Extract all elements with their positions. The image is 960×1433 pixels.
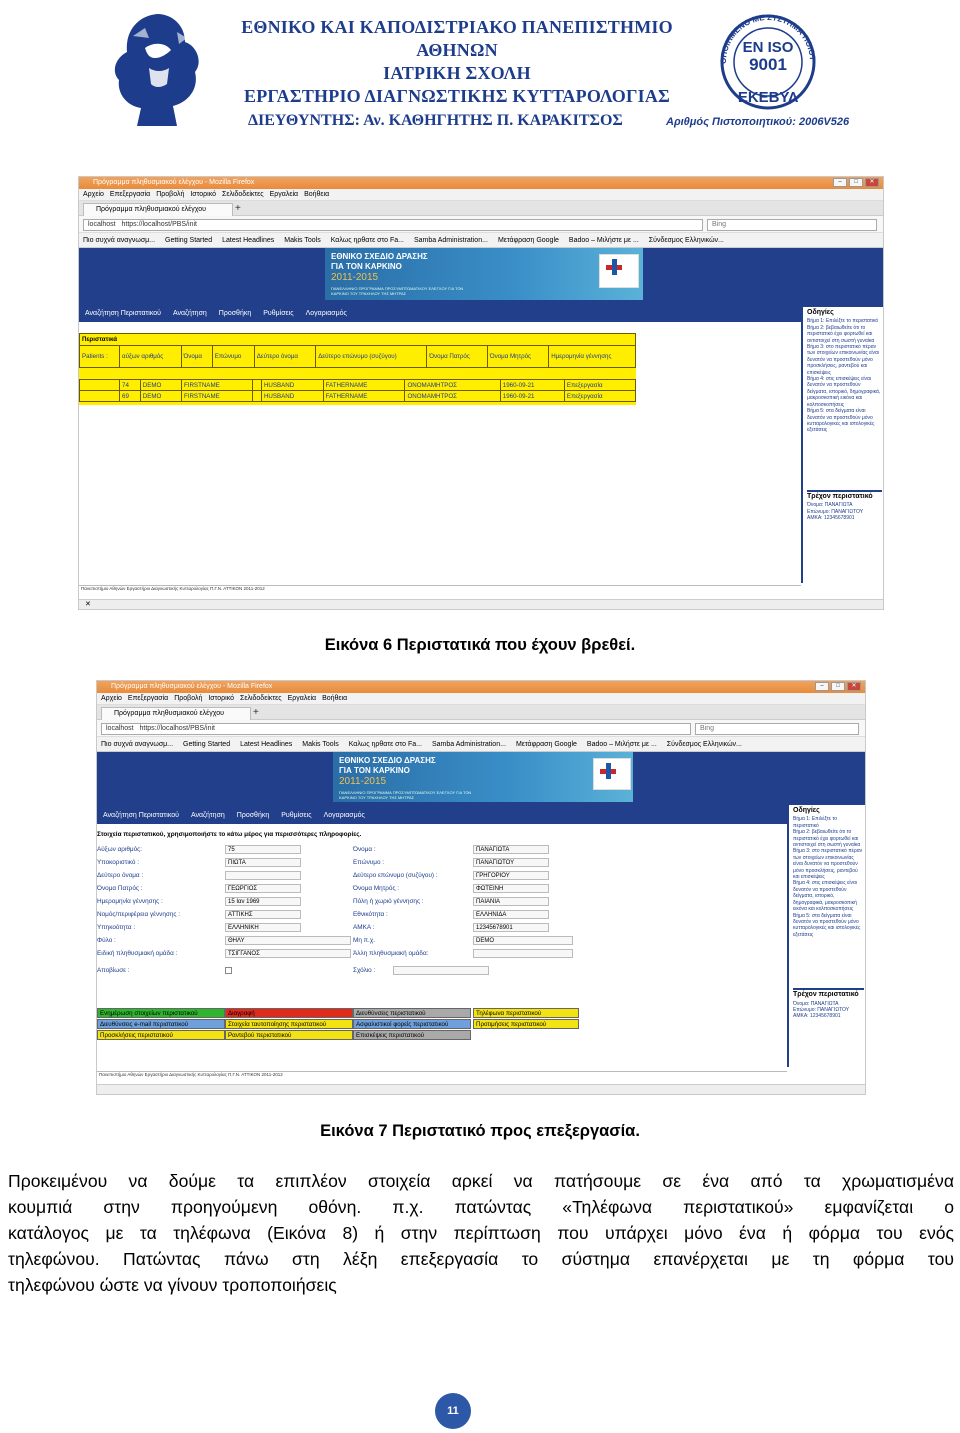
paragraph-line: κουμπιά στην προηγούμενη οθόνη. π.χ. πατώντας «Τηλέφωνα περιστατικού» εμφανίζεται ο [8,1197,954,1217]
menu-file[interactable]: Αρχείο [83,191,104,198]
field-label: Νομός/περιφέρεια γέννησης : [97,911,181,918]
field-label: Εθνικότητα : [353,911,388,918]
table-row[interactable] [80,380,636,391]
bookmark-item[interactable]: Makis Tools [284,237,321,244]
university-name [222,16,692,108]
identity-button[interactable]: Στοιχεία ταυτοποίησης περιστατικού [225,1019,353,1029]
table-row[interactable] [80,391,636,402]
bookmark-item[interactable]: Badoo – Μιλήστε με ... [568,237,639,244]
url-host: localhost [106,725,134,732]
current-patient-title: Τρέχον περιστατικό [793,991,859,999]
bookmark-item[interactable]: Getting Started [183,741,231,748]
table-cell: DEMO [140,380,181,391]
mother-name-field[interactable]: ΦΩΤΕΙΝΗ [473,884,549,893]
page-number: 11 [435,1393,471,1429]
sidebar-step: Βήμα 5: στα δείγματα είναι δυνατόν να προστεθούν μόνο κυτταρολογικές και ιστολογικές εξετάσεις [807,408,875,434]
col-header: Δεύτερο όνομα [254,346,316,368]
sidebar-step: Βήμα 3: στο περιστατικό πέραν των στοιχείων επικοινωνίας είναι δυνατόν να προστεθούν μόνο προσκλήσεις, ραντεβού και επισκέψεις [793,848,863,881]
iso-seal [708,4,828,114]
nav-search[interactable]: Αναζήτηση [190,812,225,819]
phones-button[interactable]: Τηλέφωνα περιστατικού [473,1008,579,1018]
gender-select[interactable]: ΘΗΛΥ [225,936,351,945]
sidebar-step: Βήμα 1: Επιλέξτε το περιστατικό [807,318,879,325]
screenshot-patient-edit [96,680,866,1095]
father-name-field[interactable]: ΓΕΩΡΓΙΟΣ [225,884,301,893]
table-cell: FIRSTNAME [181,391,252,402]
instructions-sidebar [787,805,866,1067]
sidebar-step: Βήμα 4: στις επισκέψεις είναι δυνατόν να προστεθούν δείγματα, ιστορικό, δημογραφικά, μακροσκοπική εικόνα και κολποσκοπήσεις [793,880,857,913]
current-patient-field: Όνομα: ΠΑΝΑΓΙΩΤΑ [793,1000,839,1007]
field-label: Όνομα Μητρός : [353,885,400,892]
spouse-surname-field[interactable]: ΓΡΗΓΟΡΙΟΥ [473,871,549,880]
sidebar-step: Βήμα 1: Επιλέξτε το περιστατικό [793,816,837,829]
action-buttons [97,1008,583,1048]
edit-link[interactable]: Επεξεργασία [564,380,635,391]
banner-subtitle: ΠΑΝΕΛΛΗΝΙΟ ΠΡΟΓΡΑΜΜΑ ΠΡΟΣΥΜΠΤΩΜΑΤΙΚΟΥ ΕΛΕΓΧΟΥ ΓΙΑ ΤΟΝ ΚΑΡΚΙΝΟ ΤΟΥ ΤΡΑΧΗΛΟΥ ΤΗΣ ΜΗΤΡΑΣ [331,286,464,296]
nav-search[interactable]: Αναζήτηση [172,310,207,317]
field-label: ΑΜΚΑ : [353,924,375,931]
minimize-icon[interactable]: – [815,682,829,691]
field-label: Όνομα : [353,846,376,853]
banner-subtitle: ΠΑΝΕΛΛΗΝΙΟ ΠΡΟΓΡΑΜΜΑ ΠΡΟΣΥΜΠΤΩΜΑΤΙΚΟΥ ΕΛΕΓΧΟΥ ΓΙΑ ΤΟΝ ΚΑΡΚΙΝΟ ΤΟΥ ΤΡΑΧΗΛΟΥ ΤΗΣ ΜΗΤΡΑΣ [339,790,472,800]
table-cell: 1960-09-21 [500,380,564,391]
current-patient-field: ΑΜΚΑ: 12345678901 [793,1013,841,1020]
url-input[interactable] [101,723,691,735]
banner-line2: ΓΙΑ ΤΟΝ ΚΑΡΚΙΝΟ [339,766,410,775]
field-label: Δεύτερο όνομα : [97,872,144,879]
col-header: Όνομα [181,346,212,368]
birth-city-field[interactable]: ΠΑΙΑΝΙΑ [473,897,549,906]
browser-titlebar [97,681,865,693]
banner-line1: ΕΘΝΙΚΟ ΣΧΕΔΙΟ ΔΡΑΣΗΣ [339,756,436,765]
table-cell: ONOMAMHTPOΣ [405,391,500,402]
nav-search-patient[interactable]: Αναζήτηση Περιστατικού [103,812,179,819]
table-cell: FIRSTNAME [181,380,252,391]
insurance-button[interactable]: Ασφαλιστικοί φορείς περιστατικού [353,1019,471,1029]
bookmark-item[interactable]: Latest Headlines [222,237,275,244]
birth-date-field[interactable]: 15 Ιαν 1969 [225,897,301,906]
close-icon[interactable]: ✕ [865,178,879,187]
delete-button[interactable]: Διαγραφή [225,1008,353,1018]
menu-history[interactable]: Ιστορικό [190,191,217,198]
paragraph-line: κατάλογος με τα τηλέφωνα (Εικόνα 8) ή στην περίπτωση που υπάρχει μόνο ένα ή φόρμα του ενός [8,1223,954,1243]
menu-view[interactable]: Προβολή [174,695,203,702]
bookmark-item[interactable]: Badoo – Μιλήστε με ... [586,741,657,748]
iso-org: ΕΚΕΒΥΛ [737,89,799,106]
url-text: https://localhost/PBS/init [139,725,215,732]
university-logo [97,8,217,130]
body-paragraph [8,1168,954,1298]
app-footer: Πανεπιστήμιο Αθηνών Εργαστήριο Διαγνωστικής Κυτταρολογίας Π.Γ.Ν. ΑΤΤΙΚΟΝ 2011-2012 [97,1071,787,1081]
field-label: Δεύτερο επώνυμο (συζύγου) : [353,872,438,879]
invitations-button[interactable]: Προσκλήσεις περιστατικού [97,1030,225,1040]
first-name-field[interactable]: ΠΑΝΑΓΙΩΤΑ [473,845,549,854]
population-group-select[interactable]: ΤΣΙΓΓΑΝΟΣ [225,949,351,958]
table-cell: 74 [120,380,141,391]
bookmark-item[interactable]: Makis Tools [302,741,339,748]
browser-tabbar [97,705,865,720]
url-text: https://localhost/PBS/init [121,221,197,228]
cross-icon [606,259,622,275]
comment-label: Σχόλιο : [353,967,376,974]
banner-years: 2011-2015 [331,272,379,283]
letterhead-line: ΕΘΝΙΚΟ ΚΑΙ ΚΑΠΟΔΙΣΤΡΙΑΚΟ ΠΑΝΕΠΙΣΤΗΜΙΟ [241,17,673,37]
sidebar-step: Βήμα 3: στο περιστατικό πέραν των στοιχείων επικοινωνίας είναι δυνατόν να προστεθούν μόνο προσκλήσεις, ραντεβού και επισκέψεις [807,344,880,376]
serial-number-field[interactable]: 75 [225,845,301,854]
certificate-number: Αριθμός Πιστοποιητικού: 2006V526 [666,116,850,128]
figure-caption: Εικόνα 7 Περιστατικό προς επεξεργασία. [320,1122,640,1140]
deceased-checkbox[interactable] [225,967,232,974]
browser-titlebar [79,177,883,189]
form-title: Στοιχεία περιστατικού, χρησιμοποιήστε το κάτω μέρος για περισσότερες πληροφορίες. [97,831,362,838]
banner-line2: ΓΙΑ ΤΟΝ ΚΑΡΚΙΝΟ [331,262,402,271]
browser-title: Πρόγραμμα πληθυσμιακού ελέγχου - Mozilla Firefox [111,683,273,690]
col-header: Επώνυμο [212,346,254,368]
appointments-button[interactable]: Ραντεβού περιστατικού [225,1030,353,1040]
new-tab-button[interactable]: + [235,203,241,214]
browser-tab[interactable]: Πρόγραμμα πληθυσμιακού ελέγχου [101,707,251,720]
birth-region-field[interactable]: ΑΤΤΙΚΗΣ [225,910,301,919]
middle-name-field[interactable] [225,871,301,880]
screenshot-patients-found [78,176,884,610]
app-nav [97,808,865,824]
table-cell: ONOMAMHTPOΣ [405,380,500,391]
visits-button[interactable]: Επισκέψεις περιστατικού [353,1030,471,1040]
url-input[interactable] [83,219,703,231]
menu-tools[interactable]: Εργαλεία [269,191,299,198]
field-label: Αύξων αριθμός: [97,846,142,853]
table-cell: 1960-09-21 [500,391,564,402]
nationality-field[interactable]: ΕΛΛΗΝΙΔΑ [473,910,549,919]
table-cell: DEMO [140,391,181,402]
status-bar [97,1084,865,1094]
other-group-field[interactable] [473,949,573,958]
nav-search-patient[interactable]: Αναζήτηση Περιστατικού [85,310,161,317]
menu-bookmarks[interactable]: Σελιδοδείκτες [222,191,264,198]
paragraph-line: τηλεφώνου ώστε να γίνουν τροποποιήσεις [8,1275,337,1295]
menu-bookmarks[interactable]: Σελιδοδείκτες [240,695,282,702]
search-input[interactable]: Bing [707,219,877,231]
addresses-button[interactable]: Διευθύνσεις περιστατικού [353,1008,471,1018]
director-line: ΔΙΕΥΘΥΝΤΗΣ: Αν. ΚΑΘΗΓΗΤΗΣ Π. ΚΑΡΑΚΙΤΣΟΣ [248,112,623,129]
close-findbar-icon[interactable]: ✕ [79,599,883,609]
browser-menubar [97,693,865,705]
col-header: αύξων αριθμός [120,346,182,368]
table-cell: HUSBAND [261,380,323,391]
menu-edit[interactable]: Επεξεργασία [127,695,169,702]
bookmarks-bar [79,233,883,248]
preferences-button[interactable]: Προτιμήσεις περιστατικού [473,1019,579,1029]
deceased-label: Αποβίωσε : [97,967,130,974]
app-footer: Πανεπιστήμιο Αθηνών Εργαστήριο Διαγνωστικής Κυτταρολογίας Π.Γ.Ν. ΑΤΤΙΚΟΝ 2011-2012 [79,585,801,595]
field-label: Υπηκοότητα : [97,924,136,931]
browser-menubar [79,189,883,201]
col-header: Όνομα Πατρός [427,346,488,368]
banner-years: 2011-2015 [339,776,387,787]
col-header: Όνομα Μητρός [487,346,548,368]
maximize-icon[interactable]: □ [831,682,845,691]
paragraph-line: τηλεφώνου. Πατώντας πάνω στη λέξη επεξεργασία το σύστημα επανέρχεται με τη φόρμα του [8,1249,954,1269]
letterhead-line: ΙΑΤΡΙΚΗ ΣΧΟΛΗ [383,63,531,83]
sidebar-step: Βήμα 2: βεβαιωθείτε ότι το περιστατικό έχει φορτωθεί και αντιστοιχεί στη σωστή γυναίκα [807,324,875,344]
bookmark-item[interactable]: Samba Administration... [432,741,506,748]
nav-add[interactable]: Προσθήκη [218,310,252,317]
browser-tabbar [79,201,883,216]
col-header: Δεύτερο επώνυμο (συζύγου) [316,346,427,368]
browser-urlbar [97,720,865,737]
letterhead-line: ΕΡΓΑΣΤΗΡΙΟ ΔΙΑΓΝΩΣΤΙΚΗΣ ΚΥΤΤΑΡΟΛΟΓΙΑΣ [244,86,670,106]
amka-field[interactable]: 12345678901 [473,923,549,932]
field-label: Υποκοριστικό : [97,859,139,866]
field-label: Πόλη ή χωριό γέννησης : [353,898,424,905]
nav-settings[interactable]: Ρυθμίσεις [263,310,294,317]
paragraph-line: Προκειμένου να δούμε τα επιπλέον στοιχεία αρκεί να πατήσουμε σε ένα από τα χρωματισμένα [8,1171,954,1191]
bookmark-item[interactable]: Σύνδεσμος Ελληνικών... [648,237,724,244]
last-name-field[interactable]: ΠΑΝΑΓΙΩΤΟΥ [473,858,549,867]
field-label: Άλλη πληθυσμιακή ομάδα: [353,950,429,957]
sidebar-step: Βήμα 4: στις επισκέψεις είναι δυνατόν να προστεθούν δείγματα, ιστορικό, δημογραφικά, μακροσκοπική εικόνα και κολποσκοπήσεις [807,376,881,408]
menu-edit[interactable]: Επεξεργασία [109,191,151,198]
menu-help[interactable]: Βοήθεια [322,695,348,702]
menu-file[interactable]: Αρχείο [101,695,122,702]
sidebar-step: Βήμα 2: βεβαιωθείτε ότι το περιστατικό έχει φορτωθεί και αντιστοιχεί στη σωστή γυναίκα [793,829,861,849]
search-input[interactable]: Bing [695,723,859,735]
bookmark-item[interactable]: Σύνδεσμος Ελληνικών... [666,741,742,748]
instructions-sidebar [801,307,884,583]
bookmark-item[interactable]: Latest Headlines [240,741,293,748]
iso-std: EN ISO [742,39,794,56]
menu-tools[interactable]: Εργαλεία [287,695,317,702]
table-cell: 69 [120,391,141,402]
nav-add[interactable]: Προσθήκη [236,812,270,819]
comment-field[interactable] [393,966,489,975]
nav-account[interactable]: Λογαριασμός [305,310,347,317]
menu-help[interactable]: Βοήθεια [304,191,330,198]
field-label: Ημερομηνία γέννησης : [97,898,163,905]
nav-settings[interactable]: Ρυθμίσεις [281,812,312,819]
emails-button[interactable]: Διευθύνσεις e-mail περιστατικού [97,1019,225,1029]
browser-urlbar [79,216,883,233]
app-banner [97,752,865,808]
field-label: Φύλο : [97,937,116,944]
example-select[interactable]: DEMO [473,936,573,945]
current-patient-field: Επώνυμο: ΠΑΝΑΓΙΩΤΟΥ [807,508,864,515]
close-icon[interactable]: ✕ [847,682,861,691]
sidebar-step: Βήμα 5: στα δείγματα είναι δυνατόν να προστεθούν μόνο κυτταρολογικές και ιστολογικές εξετάσεις [793,912,861,938]
bookmark-item[interactable]: Καλως ηρθατε στο Fa... [348,741,422,748]
ministry-logo [599,254,639,288]
figure-caption: Εικόνα 6 Περιστατικά που έχουν βρεθεί. [324,636,636,654]
table-cell [253,391,262,402]
banner-line1: ΕΘΝΙΚΟ ΣΧΕΔΙΟ ΔΡΑΣΗΣ [331,252,428,261]
browser-tab[interactable]: Πρόγραμμα πληθυσμιακού ελέγχου [83,203,233,216]
bookmark-item[interactable]: Πιο συχνά αναγνωσμ... [101,741,174,748]
bookmark-item[interactable]: Μετάφραση Google [515,741,577,748]
url-host: localhost [88,221,116,228]
sidebar-title: Οδηγίες [793,807,820,814]
current-patient-title: Τρέχον περιστατικό [807,492,873,500]
patients-row-label: Patients : [80,346,120,368]
patients-rows [79,379,636,403]
nav-account[interactable]: Λογαριασμός [323,812,365,819]
letterhead-line: ΑΘΗΝΩΝ [416,40,498,60]
ministry-logo [593,758,631,790]
bookmarks-bar [97,737,865,752]
field-label: Επώνυμο : [353,859,385,866]
app-nav [79,306,883,325]
iso-num: 9001 [749,55,787,74]
minimize-icon[interactable]: – [833,178,847,187]
new-tab-button[interactable]: + [253,707,259,718]
table-cell: HUSBAND [261,391,323,402]
bookmark-item[interactable]: Samba Administration... [414,237,488,244]
table-cell: FATHERNAME [323,380,405,391]
citizenship-field[interactable]: ΕΛΛΗΝΙΚΗ [225,923,301,932]
bookmark-item[interactable]: Getting Started [165,237,213,244]
app-banner [79,248,883,306]
current-patient-field: ΑΜΚΑ: 12345678901 [807,514,855,521]
cross-icon [600,763,616,779]
browser-title: Πρόγραμμα πληθυσμιακού ελέγχου - Mozilla Firefox [93,179,255,186]
sidebar-title: Οδηγίες [807,309,834,316]
table-cell: FATHERNAME [323,391,405,402]
current-patient-field: Επώνυμο: ΠΑΝΑΓΙΩΤΟΥ [793,1006,850,1013]
nickname-field[interactable]: ΠΙΩΤΑ [225,858,301,867]
bookmark-item[interactable]: Καλως ηρθατε στο Fa... [330,237,404,244]
update-patient-button[interactable]: Ενημέρωση στοιχείων περιστατικού [97,1008,225,1018]
field-label: Όνομα Πατρός : [97,885,143,892]
patients-title: Περιστατικά [80,334,636,346]
table-cell [253,380,262,391]
menu-history[interactable]: Ιστορικό [208,695,235,702]
menu-view[interactable]: Προβολή [156,191,185,198]
current-patient-field: Όνομα: ΠΑΝΑΓΙΩΤΑ [807,502,853,509]
maximize-icon[interactable]: □ [849,178,863,187]
field-label: Μη π.χ. [353,937,375,944]
bookmark-item[interactable]: Μετάφραση Google [497,237,559,244]
col-header: Ημερομηνία γέννησης [549,346,636,368]
edit-link[interactable]: Επεξεργασία [564,391,635,402]
bookmark-item[interactable]: Πιο συχνά αναγνωσμ... [83,237,156,244]
svg-text:ΠΙΣΤΟΠΟΙΗΜΕΝΟ ΜΕ ΣΥΣΤΗΜΑ ΠΟΙΟΤ: ΟΠΟΙΗΜΕΝΟ ΜΕ ΣΥΣΤΗΜΑ ΠΟΙΟΤ [718,12,818,65]
field-label: Ειδική πληθυσμιακή ομάδα : [97,950,178,957]
